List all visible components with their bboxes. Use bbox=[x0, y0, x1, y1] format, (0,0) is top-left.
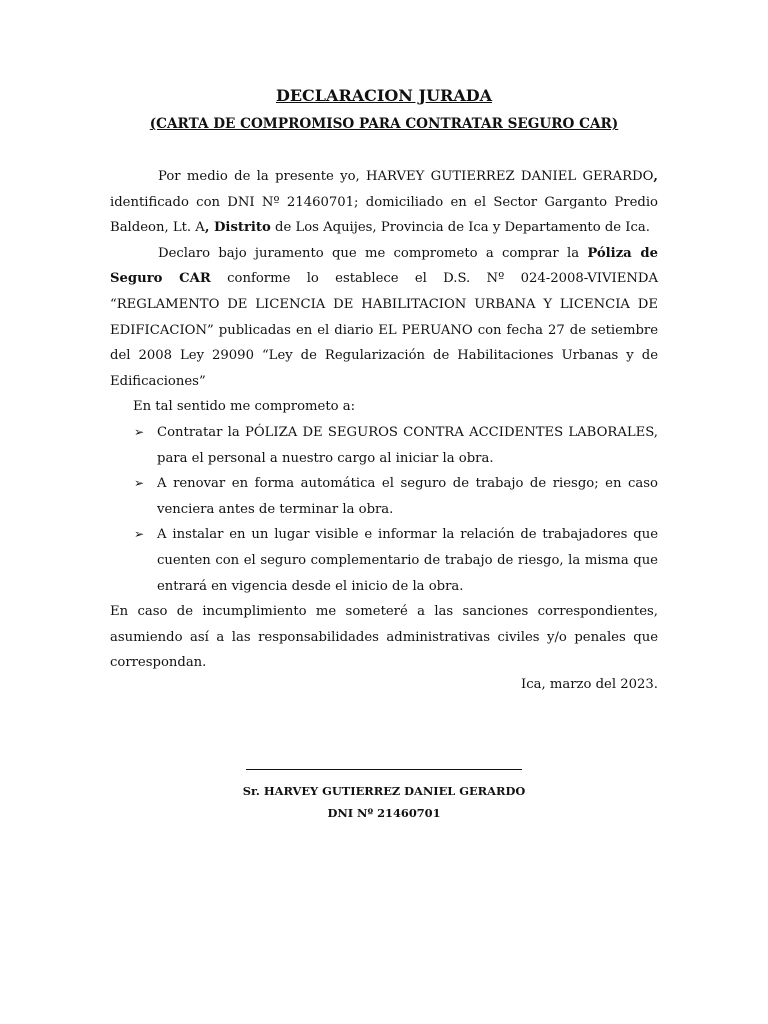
signatory-name: Sr. HARVEY GUTIERREZ DANIEL GERARDO bbox=[242, 784, 526, 798]
declaration-paragraph bbox=[110, 241, 658, 395]
commitment-text: Contratar la PÓLIZA DE SEGUROS CONTRA ACCIDENTES LABORALES, para el personal a nuestro cargo al iniciar la obra. bbox=[157, 424, 658, 466]
list-item bbox=[110, 471, 658, 522]
document-subtitle: (CARTA DE COMPROMISO PARA CONTRATAR SEGURO CAR) bbox=[149, 116, 619, 132]
declaration-text-1: Declaro bajo juramento que me comprometo a comprar la bbox=[158, 245, 588, 261]
identification-text-1: Por medio de la presente yo, HARVEY GUTIERREZ DANIEL GERARDO bbox=[158, 169, 654, 184]
signatory-dni: DNI Nº 21460701 bbox=[327, 806, 441, 820]
commitment-lead: En tal sentido me comprometo a: bbox=[133, 399, 356, 415]
identification-bold-1: , bbox=[653, 169, 658, 184]
list-item bbox=[110, 522, 658, 599]
closing-paragraph: En caso de incumplimiento me someteré a las sanciones correspondientes, asumiendo así a las responsabilidades administrativas civiles y/o penales que correspondan. bbox=[110, 604, 658, 671]
identification-bold-2: , Distrito bbox=[204, 220, 271, 236]
identification-paragraph bbox=[110, 164, 658, 241]
document-date: Ica, marzo del 2023. bbox=[520, 677, 658, 692]
signature-block bbox=[0, 780, 768, 824]
arrowhead-bullet-icon: ➢ bbox=[134, 424, 145, 439]
identification-text-3: de Los Aquijes, Provincia de Ica y Departamento de Ica. bbox=[270, 220, 650, 236]
arrowhead-bullet-icon: ➢ bbox=[134, 476, 145, 491]
signature-line bbox=[246, 769, 522, 770]
commitment-text: A instalar en un lugar visible e informar la relación de trabajadores que cuenten con el seguro complementario de trabajo de riesgo, la misma que entrará en vigencia desde el inicio de la obra. bbox=[157, 527, 658, 594]
declaration-text-2: conforme lo establece el D.S. Nº 024-2008-VIVIENDA “REGLAMENTO DE LICENCIA DE HABILITACION URBANA Y LICENCIA DE EDIFICACION” publicadas en el diario EL PERUANO con fecha 27 de setiembre del 2008 Ley 29090 “Ley de Regularización de Habilitaciones Urbanas y de Edificaciones” bbox=[110, 271, 658, 389]
document-body bbox=[110, 164, 658, 676]
commitment-text: A renovar en forma automática el seguro de trabajo de riesgo; en caso venciera antes de terminar la obra. bbox=[157, 476, 658, 517]
arrowhead-bullet-icon: ➢ bbox=[134, 527, 145, 542]
commitment-list bbox=[110, 420, 658, 599]
document-title: DECLARACION JURADA bbox=[275, 86, 493, 105]
identification-text-2: identificado con DNI Nº 21460701; domiciliado en el Sector Garganto Predio Baldeon, Lt. A bbox=[110, 194, 658, 236]
list-item bbox=[110, 420, 658, 471]
declaration-bold: Póliza de Seguro CAR bbox=[110, 245, 658, 287]
